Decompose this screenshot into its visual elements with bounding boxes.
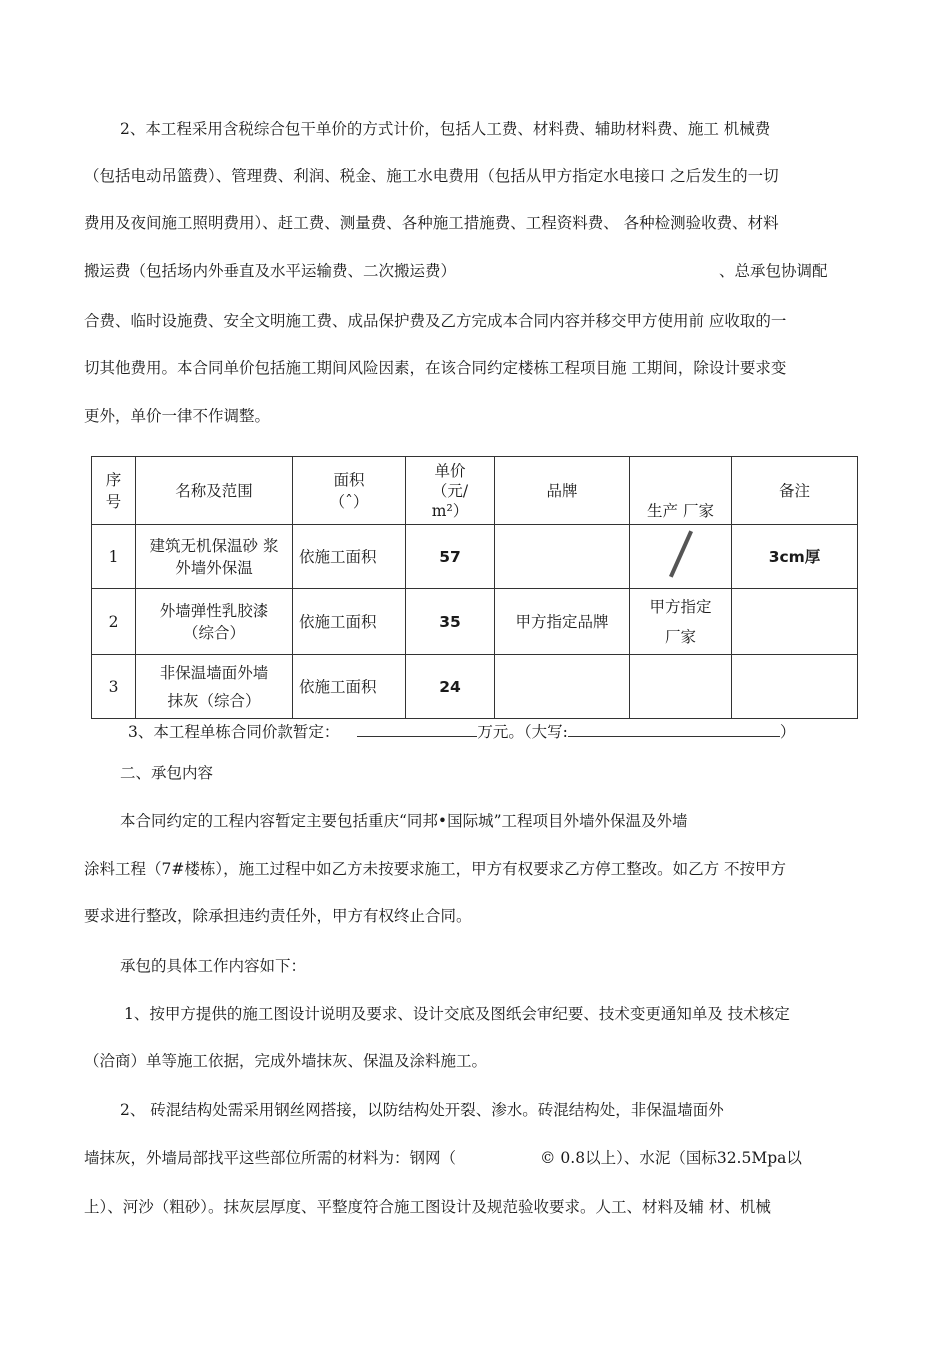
row1-brand — [495, 525, 630, 589]
row1-area: 依施工面积 — [293, 525, 406, 589]
row1-price: 57 — [406, 525, 495, 589]
row1-remark: 3cm厚 — [732, 525, 858, 589]
row2-remark — [732, 589, 858, 655]
header-brand: 品牌 — [495, 457, 630, 525]
table-header-row — [92, 457, 858, 525]
para1-line-7: 更外，单价一律不作调整。 — [84, 407, 271, 425]
row1-maker — [630, 525, 732, 589]
row2-maker: 甲方指定 厂家 — [630, 589, 732, 655]
row1-name: 建筑无机保温砂 浆 外墙外保温 — [136, 525, 293, 589]
not-applicable-slash — [669, 530, 693, 577]
section2-para-5: 1、按甲方提供的施工图设计说明及要求、设计交底及图纸会审纪要、技术变更通知单及 技术核定 — [124, 1005, 790, 1023]
header-price: 单价 （元/ m²） — [406, 457, 495, 525]
row3-area: 依施工面积 — [293, 655, 406, 719]
section2-title: 二、承包内容 — [120, 764, 214, 782]
header-remark: 备注 — [732, 457, 858, 525]
para1-line-6: 切其他费用。本合同单价包括施工期间风险因素，在该合同约定楼栋工程项目施 工期间，除设计要求变 — [84, 359, 787, 377]
row2-seq: 2 — [92, 589, 136, 655]
table-row — [92, 525, 858, 589]
row3-seq: 3 — [92, 655, 136, 719]
amount-words-blank — [568, 720, 780, 737]
section2-para-8a: 墙抹灰，外墙局部找平这些部位所需的材料为：钢网（ — [84, 1149, 457, 1167]
section2-para-1: 本合同约定的工程内容暂定主要包括重庆“同邦•国际城”工程项目外墙外保温及外墙 — [120, 812, 688, 830]
section2-para-2: 涂料工程（7#楼栋），施工过程中如乙方未按要求施工，甲方有权要求乙方停工整改。如乙方 不按甲方 — [84, 860, 787, 878]
row3-name: 非保温墙面外墙 抹灰（综合） — [136, 655, 293, 719]
row3-price: 24 — [406, 655, 495, 719]
para1-line-4a: 搬运费（包括场内外垂直及水平运输费、二次搬运费） — [84, 262, 457, 280]
amount-blank — [357, 720, 477, 737]
row1-seq: 1 — [92, 525, 136, 589]
section2-para-7: 2、 砖混结构处需采用钢丝网搭接，以防结构处开裂、渗水。砖混结构处，非保温墙面外 — [120, 1101, 724, 1119]
table-row — [92, 589, 858, 655]
row2-brand: 甲方指定品牌 — [495, 589, 630, 655]
table-row — [92, 655, 858, 719]
section2-para-8b: © 0.8以上）、水泥（国标32.5Mpa以 — [540, 1149, 802, 1167]
row2-area: 依施工面积 — [293, 589, 406, 655]
contract-price-line: 3、本工程单栋合同价款暂定： 万元。（大写: ） — [128, 720, 795, 743]
section2-para-6: （洽商）单等施工依据，完成外墙抹灰、保温及涂料施工。 — [84, 1052, 488, 1070]
header-name: 名称及范围 — [136, 457, 293, 525]
row2-price: 35 — [406, 589, 495, 655]
section2-para-3: 要求进行整改，除承担违约责任外，甲方有权终止合同。 — [84, 907, 472, 925]
para1-line-3: 费用及夜间施工照明费用）、赶工费、测量费、各种施工措施费、工程资料费、 各种检测验收费、材料 — [84, 214, 779, 232]
para1-line-2: （包括电动吊篮费）、管理费、利润、税金、施工水电费用（包括从甲方指定水电接口 之后发生的一切 — [84, 167, 779, 185]
para1-line-1: 2、本工程采用含税综合包干单价的方式计价，包括人工费、材料费、辅助材料费、施工 机械费 — [120, 120, 771, 138]
row3-remark — [732, 655, 858, 719]
para1-line-4b: 、总承包协调配 — [719, 262, 828, 280]
header-maker: 生产 厂家 — [630, 457, 732, 525]
header-area: 面积 （ˆ） — [293, 457, 406, 525]
row3-brand — [495, 655, 630, 719]
row2-name: 外墙弹性乳胶漆 （综合） — [136, 589, 293, 655]
header-seq: 序 号 — [92, 457, 136, 525]
row3-maker — [630, 655, 732, 719]
section2-para-9: 上）、河沙（粗砂）。抹灰层厚度、平整度符合施工图设计及规范验收要求。人工、材料及辅 材、机械 — [84, 1198, 771, 1216]
para1-line-5: 合费、临时设施费、安全文明施工费、成品保护费及乙方完成本合同内容并移交甲方使用前 应收取的一 — [84, 312, 787, 330]
section2-para-4: 承包的具体工作内容如下： — [120, 957, 307, 975]
price-table — [91, 456, 858, 719]
